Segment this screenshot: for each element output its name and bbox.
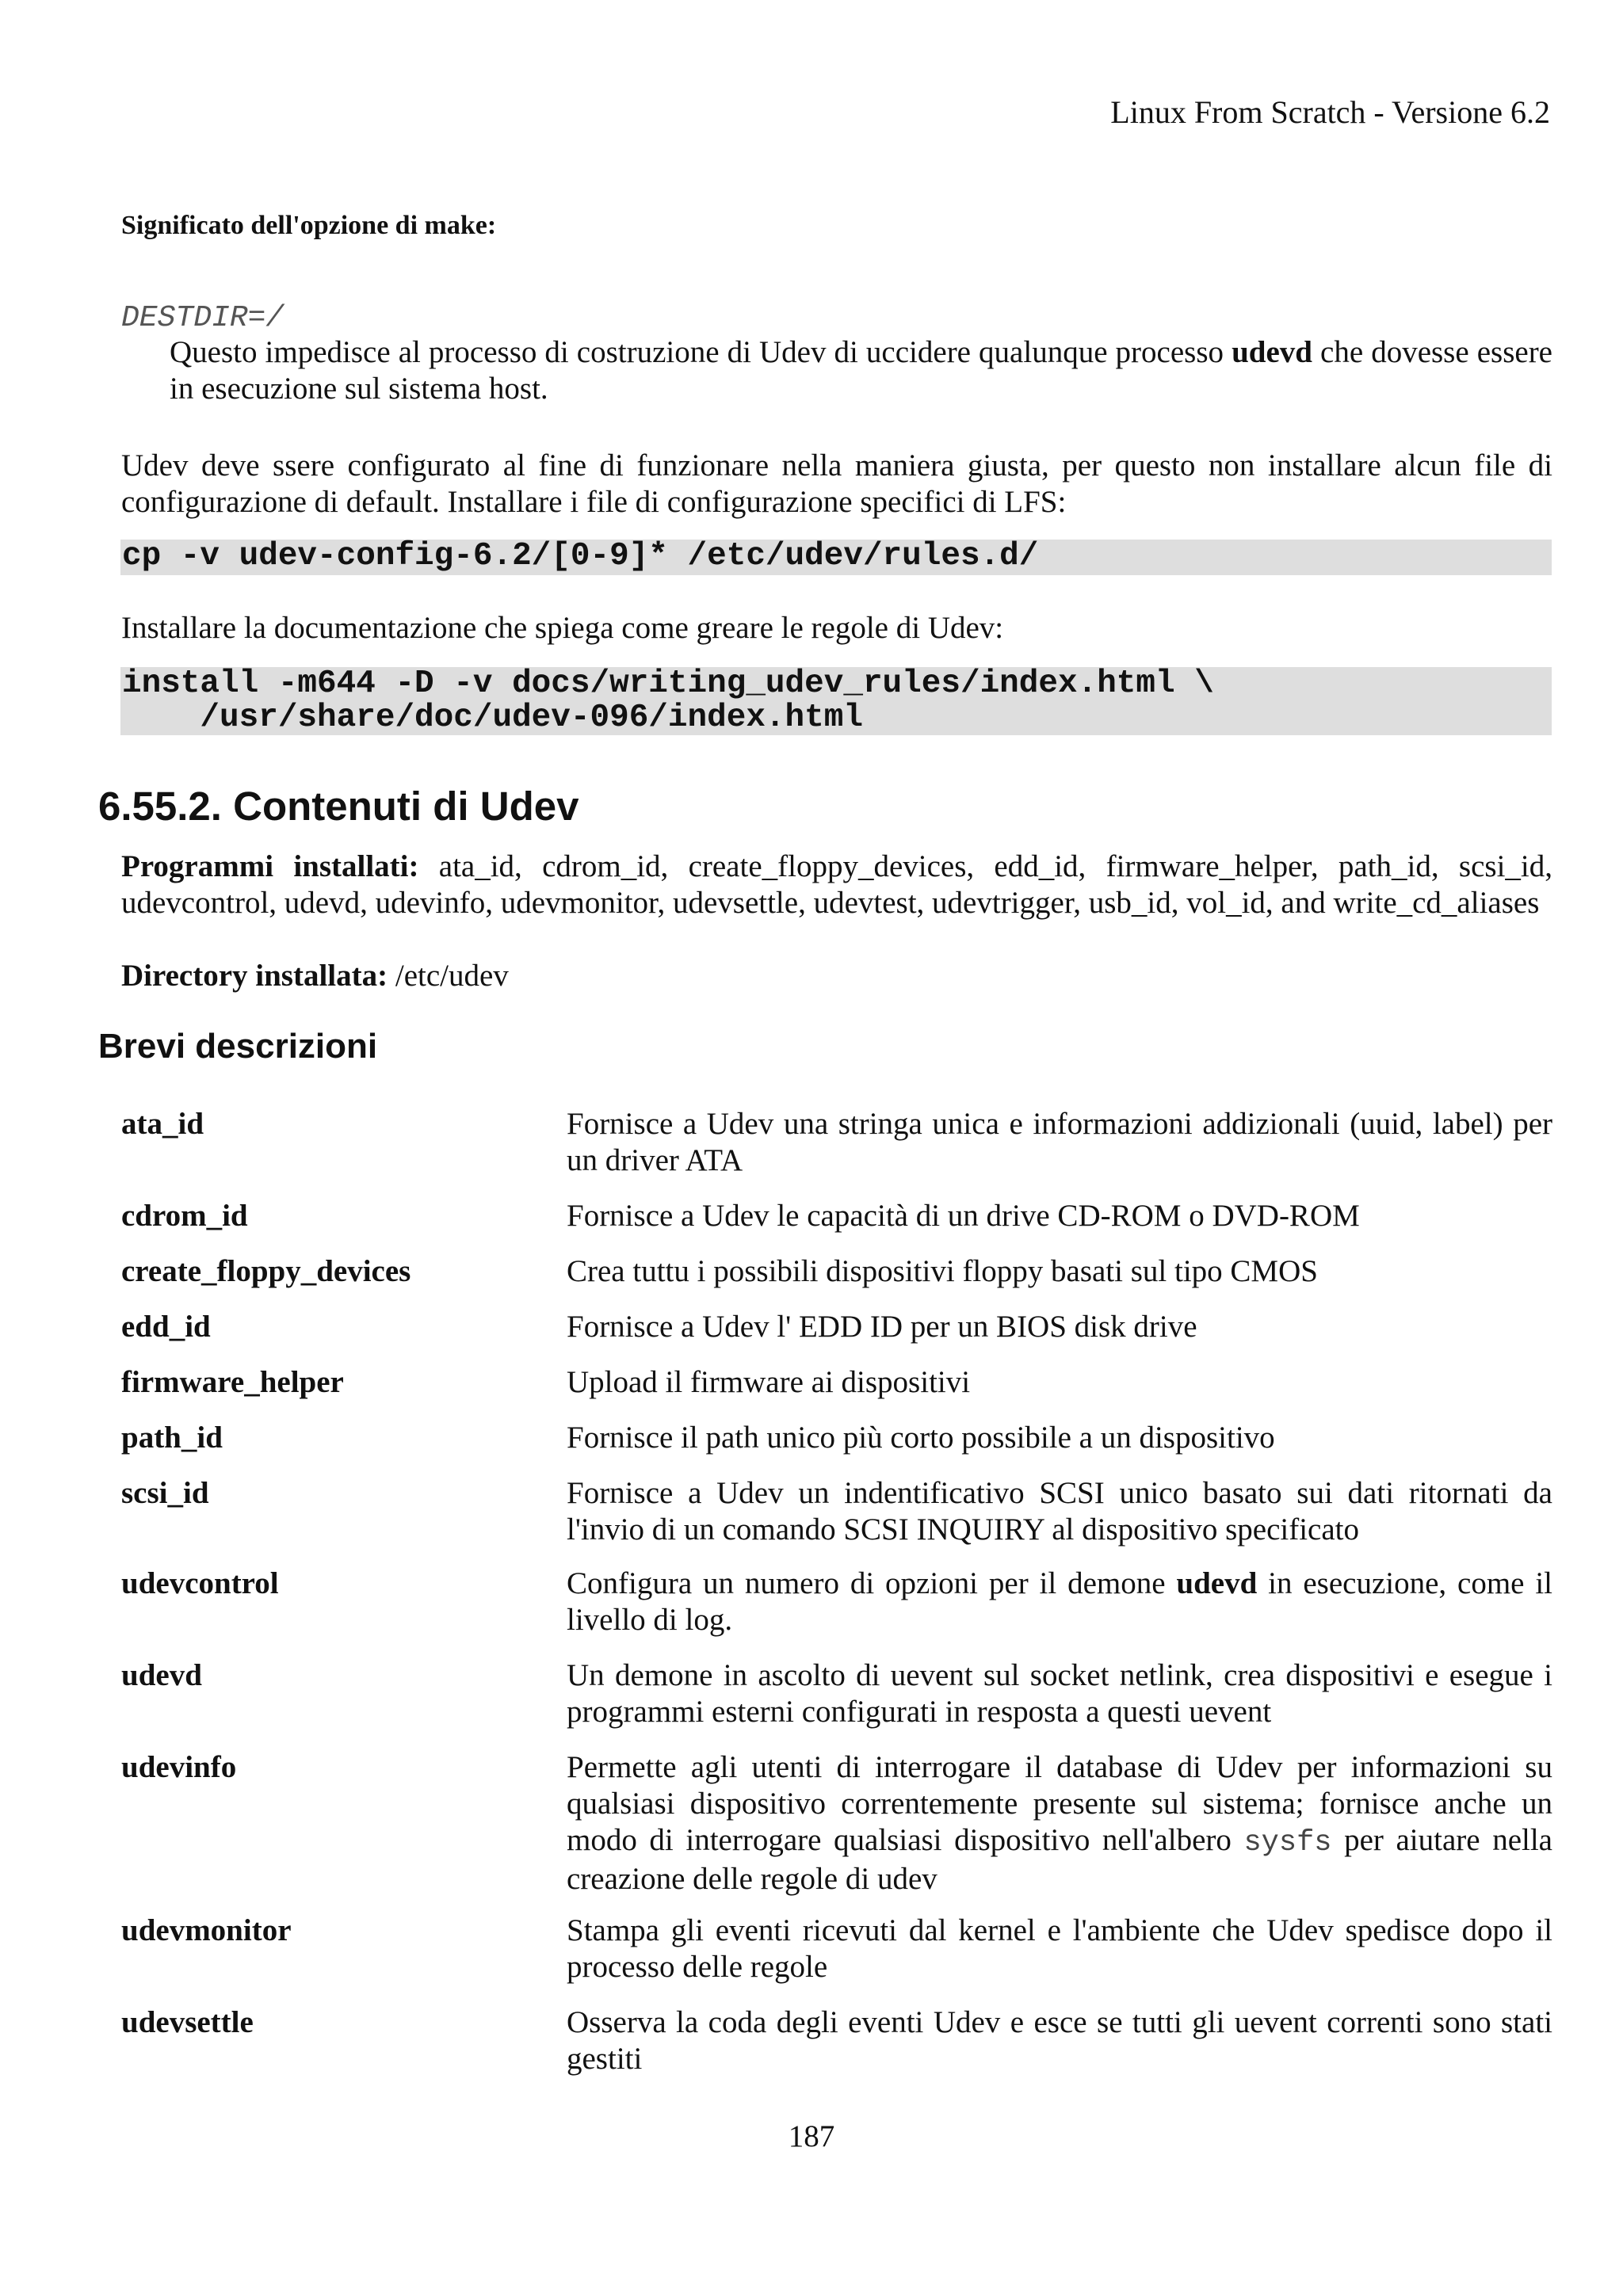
desc-def: Osserva la coda degli eventi Udev e esce se tutti gli uevent correnti sono stati gestiti: [567, 2005, 1552, 2076]
running-header: Linux From Scratch - Versione 6.2: [1110, 94, 1550, 130]
desc-row: [121, 1106, 1552, 1198]
desc-term: udevmonitor: [121, 1913, 292, 1947]
desc-row: [121, 1913, 1552, 2004]
desc-row: [121, 1420, 1552, 1475]
desc-def: Stampa gli eventi ricevuti dal kernel e l'ambiente che Udev spedisce dopo il processo delle regole: [567, 1913, 1552, 1984]
directory-label: Directory installata:: [121, 959, 388, 993]
desc-def: Un demone in ascolto di uevent sul socket netlink, crea dispositivi e esegue i programmi esterni configurati in resposta a questi uevent: [567, 1658, 1552, 1729]
desc-def: Crea tuttu i possibili dispositivi floppy basati sul tipo CMOS: [567, 1254, 1318, 1288]
desc-def: Configura un numero di opzioni per il demone udevd in esecuzione, come il livello di log.: [567, 1566, 1552, 1637]
desc-def: Fornisce a Udev un indentificativo SCSI unico basato sui dati ritornati da l'invio di un comando SCSI INQUIRY al dispositivo specificato: [567, 1476, 1552, 1547]
code-line-1: install -m644 -D -v docs/writing_udev_rules/index.html \: [122, 666, 1214, 702]
desc-def: Fornisce a Udev una stringa unica e informazioni addizionali (uuid, label) per un driver ATA: [567, 1107, 1552, 1177]
desc-def: Upload il firmware ai dispositivi: [567, 1365, 971, 1399]
desc-term: scsi_id: [121, 1476, 209, 1510]
desc-term: cdrom_id: [121, 1199, 248, 1233]
installed-programs: Programmi installati: ata_id, cdrom_id, create_floppy_devices, edd_id, firmware_helper, path_id, scsi_id, udevcontrol, udevd, udevinfo, udevmonitor, udevsettle, udevtest, udevtrigger, usb_id, vol_id, and write_cd_aliases: [121, 849, 1552, 920]
udevd-emphasis: udevd: [1176, 1566, 1258, 1600]
code-block-install-docs: [120, 667, 1552, 735]
desc-def: Fornisce a Udev l' EDD ID per un BIOS disk drive: [567, 1310, 1197, 1344]
make-option-term: DESTDIR=/: [121, 301, 285, 335]
desc-row: [121, 1364, 1552, 1420]
descriptions-list: [121, 1106, 1552, 2084]
desc-term: udevinfo: [121, 1750, 237, 1784]
programs-label: Programmi installati:: [121, 849, 419, 883]
desc-term: path_id: [121, 1421, 223, 1455]
page-number: 187: [788, 2119, 835, 2153]
config-paragraph: Udev deve ssere configurato al fine di funzionare nella maniera giusta, per questo non installare alcun file di configurazione di default. Installare i file di configurazione specifici di LFS:: [121, 448, 1552, 519]
code-block-copy-config: cp -v udev-config-6.2/[0-9]* /etc/udev/rules.d/: [120, 540, 1552, 575]
desc-def: Fornisce a Udev le capacità di un drive CD-ROM o DVD-ROM: [567, 1199, 1360, 1233]
desc-row: [121, 1475, 1552, 1566]
udevd-emphasis: udevd: [1232, 335, 1312, 369]
desc-def: Fornisce il path unico più corto possibile a un dispositivo: [567, 1421, 1275, 1455]
make-option-heading: Significato dell'opzione di make:: [121, 211, 497, 240]
desc-row: [121, 1309, 1552, 1364]
code-line-2: /usr/share/doc/udev-096/index.html: [122, 700, 863, 736]
desc-row: [121, 2004, 1552, 2084]
desc-term: udevcontrol: [121, 1566, 279, 1600]
make-option-description: Questo impedisce al processo di costruzione di Udev di uccidere qualunque processo udevd che dovesse essere in esecuzione sul sistema host.: [170, 335, 1552, 406]
desc-term: firmware_helper: [121, 1365, 344, 1399]
desc-row: [121, 1253, 1552, 1309]
desc-term: edd_id: [121, 1310, 211, 1344]
desc-row: [121, 1749, 1552, 1913]
desc-term: ata_id: [121, 1107, 204, 1141]
descriptions-title: Brevi descrizioni: [98, 1027, 378, 1066]
desc-row: [121, 1198, 1552, 1253]
desc-term: udevd: [121, 1658, 202, 1692]
installed-directory: Directory installata: /etc/udev: [121, 959, 509, 993]
desc-def: Permette agli utenti di interrogare il database di Udev per informazioni su qualsiasi dispositivo correntemente presente sul sistema; fornisce anche un modo di interrogare qualsiasi dispositivo nell'albero sysfs per aiutare nella creazione delle regole di udev: [567, 1750, 1552, 1896]
section-title: 6.55.2. Contenuti di Udev: [98, 784, 579, 829]
desc-term: create_floppy_devices: [121, 1254, 411, 1288]
desc-term: udevsettle: [121, 2005, 254, 2039]
docs-paragraph: Installare la documentazione che spiega come greare le regole di Udev:: [121, 611, 1004, 645]
desc-row: [121, 1566, 1552, 1657]
sysfs-code: sysfs: [1243, 1826, 1332, 1859]
desc-row: [121, 1657, 1552, 1749]
